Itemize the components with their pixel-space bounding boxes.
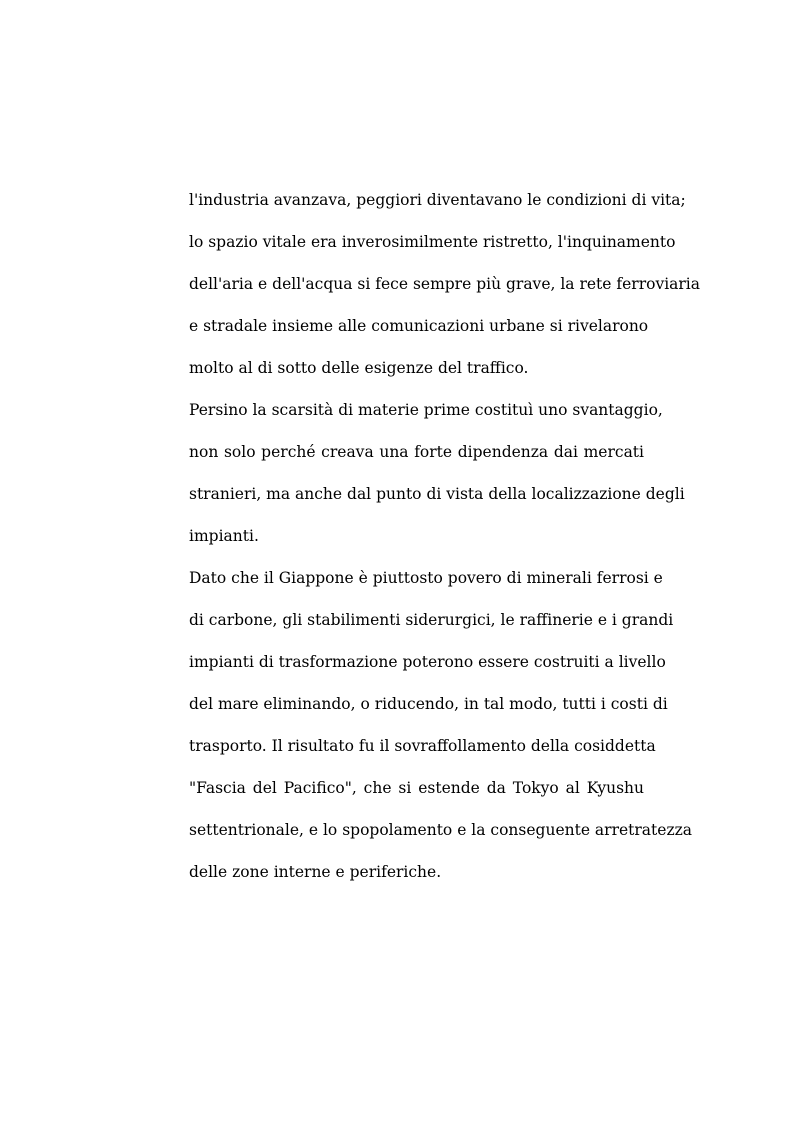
body-text bbox=[189, 182, 701, 896]
text-line: delle zone interne e periferiche. bbox=[189, 863, 442, 881]
text-line: impianti. bbox=[189, 527, 259, 545]
text-line: impianti di trasformazione poterono essere costruiti a livello bbox=[189, 653, 666, 671]
text-line: dell'aria e dell'acqua si fece sempre più grave, la rete ferroviaria bbox=[189, 275, 701, 293]
text-line: settentrionale, e lo spopolamento e la conseguente arretratezza bbox=[189, 821, 693, 839]
text-line: Persino la scarsità di materie prime costituì uno svantaggio, bbox=[189, 401, 663, 419]
text-line: lo spazio vitale era inverosimilmente ristretto, l'inquinamento bbox=[189, 233, 676, 251]
text-line: l'industria avanzava, peggiori diventavano le condizioni di vita; bbox=[189, 191, 686, 209]
text-line: stranieri, ma anche dal punto di vista della localizzazione degli bbox=[189, 485, 685, 503]
text-line: trasporto. Il risultato fu il sovraffollamento della cosiddetta bbox=[189, 737, 656, 755]
text-line: di carbone, gli stabilimenti siderurgici, le raffinerie e i grandi bbox=[189, 611, 674, 629]
text-line: Dato che il Giappone è piuttosto povero di minerali ferrosi e bbox=[189, 569, 663, 587]
text-line: e stradale insieme alle comunicazioni urbane si rivelarono bbox=[189, 317, 649, 335]
text-line: "Fascia del Pacifico", che si estende da Tokyo al Kyushu bbox=[189, 779, 644, 797]
text-line: del mare eliminando, o riducendo, in tal modo, tutti i costi di bbox=[189, 695, 668, 713]
text-line: non solo perché creava una forte dipendenza dai mercati bbox=[189, 443, 644, 461]
text-line: molto al di sotto delle esigenze del traffico. bbox=[189, 359, 529, 377]
